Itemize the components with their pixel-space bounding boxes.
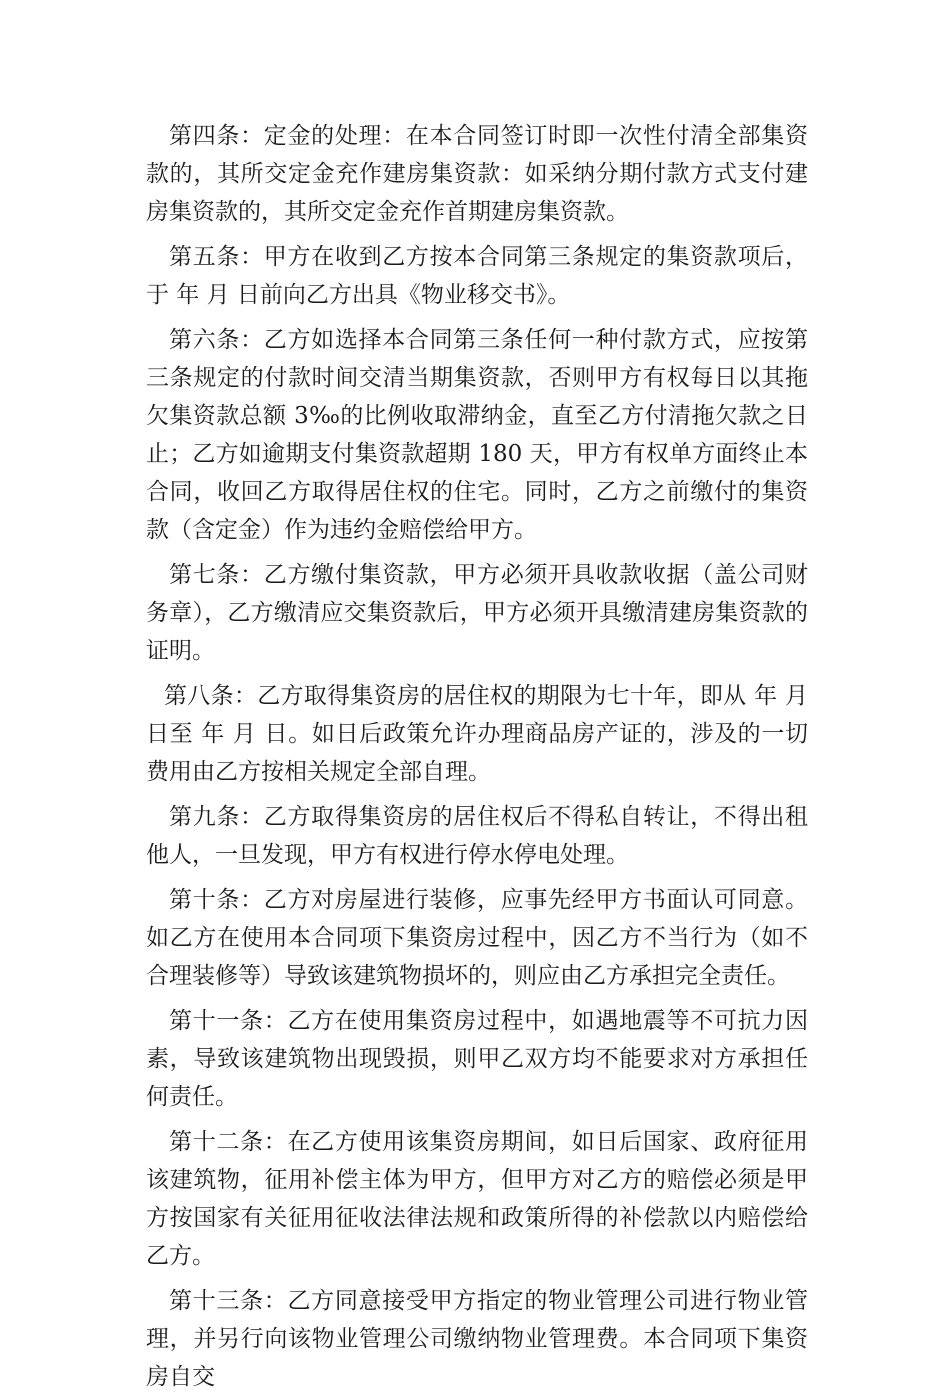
clause-12: 第十二条：在乙方使用该集资房期间，如日后国家、政府征用该建筑物，征用补偿主体为甲方，但甲方对乙方的赔偿必须是甲方按国家有关征用征收法律法规和政策所得的补偿款以内赔偿给乙方。: [146, 1129, 808, 1269]
clause-7: 第七条：乙方缴付集资款，甲方必须开具收款收据（盖公司财务章），乙方缴清应交集资款后，甲方必须开具缴清建房集资款的证明。: [146, 562, 808, 664]
clause-6: 第六条：乙方如选择本合同第三条任何一种付款方式，应按第三条规定的付款时间交清当期集资款，否则甲方有权每日以其拖欠集资款总额 3‰的比例收取滞纳金，直至乙方付清拖欠款之日止；乙方如逾期支付集资款超期 180 天，甲方有权单方面终止本合同，收回乙方取得居住权的住宅。同时，乙方之前缴付的集资款（含定金）作为违约金赔偿给甲方。: [146, 327, 808, 543]
document-body: [146, 117, 808, 1396]
clause-10: 第十条：乙方对房屋进行装修，应事先经甲方书面认可同意。如乙方在使用本合同项下集资房过程中，因乙方不当行为（如不合理装修等）导致该建筑物损坏的，则应由乙方承担完全责任。: [146, 887, 808, 989]
clause-8: 第八条：乙方取得集资房的居住权的期限为七十年，即从 年 月 日至 年 月 日。如日后政策允许办理商品房产证的，涉及的一切费用由乙方按相关规定全部自理。: [146, 683, 808, 785]
clause-5: 第五条：甲方在收到乙方按本合同第三条规定的集资款项后，于 年 月 日前向乙方出具《物业移交书》。: [146, 244, 808, 308]
clause-13: 第十三条：乙方同意接受甲方指定的物业管理公司进行物业管理，并另行向该物业管理公司缴纳物业管理费。本合同项下集资房自交: [146, 1288, 808, 1390]
clause-9: 第九条：乙方取得集资房的居住权后不得私自转让，不得出租他人，一旦发现，甲方有权进行停水停电处理。: [146, 804, 808, 868]
clause-11: 第十一条：乙方在使用集资房过程中，如遇地震等不可抗力因素，导致该建筑物出现毁损，则甲乙双方均不能要求对方承担任何责任。: [146, 1008, 808, 1110]
clause-4: 第四条：定金的处理：在本合同签订时即一次性付清全部集资款的，其所交定金充作建房集资款：如采纳分期付款方式支付建房集资款的，其所交定金充作首期建房集资款。: [146, 123, 808, 225]
